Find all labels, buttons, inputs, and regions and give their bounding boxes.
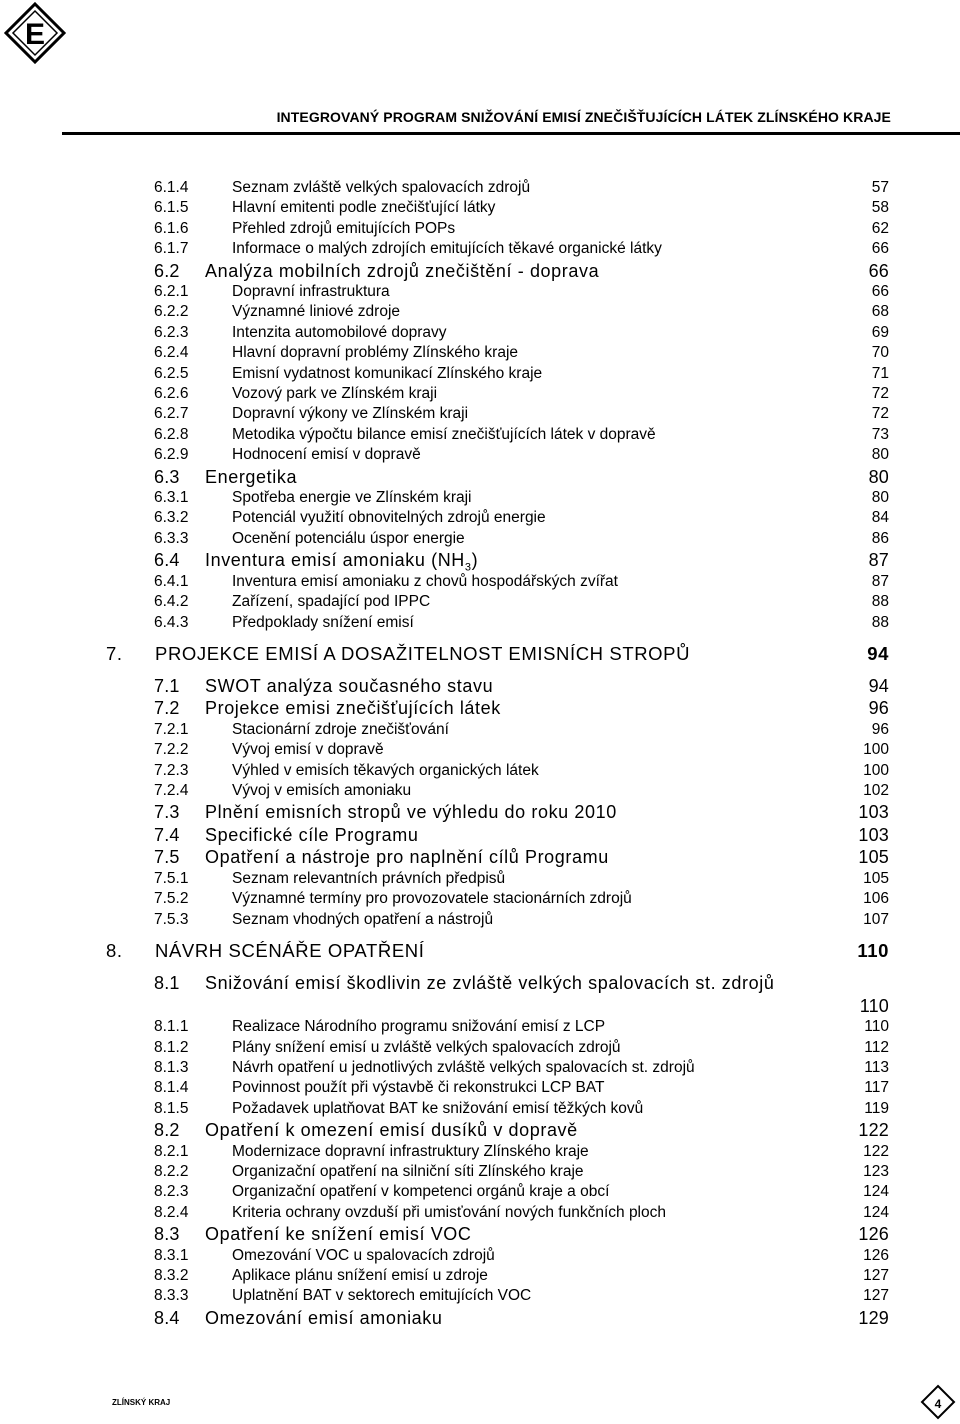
toc-entry-title-text: SWOT analýza současného stavu <box>205 675 494 696</box>
toc-entry-title-text: Intenzita automobilové dopravy <box>232 323 447 341</box>
toc-entry-number: 6.2.1 <box>154 283 189 301</box>
toc-entry-number: 6.1.5 <box>154 199 189 217</box>
toc-entry[interactable] <box>0 1223 960 1246</box>
toc-entry[interactable] <box>0 720 960 740</box>
toc-entry[interactable] <box>0 404 960 424</box>
toc-entry[interactable] <box>0 613 960 633</box>
toc-entry-title-text: Dopravní infrastruktura <box>232 283 390 301</box>
toc-entry-title-text: Výhled v emisích těkavých organických látek <box>232 761 539 779</box>
toc-entry-title-text: Snižování emisí škodlivin ze zvláště velkých spalovacích st. zdrojů <box>205 973 775 994</box>
toc-entry-number: 6.2 <box>154 260 180 281</box>
toc-entry-title <box>232 1266 488 1286</box>
toc-entry-title-text: Seznam vhodných opatření a nástrojů <box>232 910 494 928</box>
toc-entry-page: 66 <box>868 260 889 281</box>
toc-entry-title <box>232 404 468 424</box>
toc-entry[interactable] <box>0 761 960 781</box>
toc-entry-title <box>232 1286 531 1306</box>
toc-entry-title-text: Omezování VOC u spalovacích zdrojů <box>232 1246 495 1264</box>
toc-entry-title <box>232 613 414 633</box>
toc-entry-title <box>232 1182 609 1202</box>
footer-region-label: ZLÍNSKÝ KRAJ <box>112 1398 171 1407</box>
toc-entry[interactable] <box>0 508 960 528</box>
toc-entry-number: 6.1.6 <box>154 219 189 237</box>
toc-entry[interactable] <box>0 343 960 363</box>
toc-entry-number: 8.1.4 <box>154 1079 189 1097</box>
toc-entry-number: 8.1.3 <box>154 1058 189 1076</box>
toc-entry-page: 58 <box>871 199 889 217</box>
toc-entry[interactable] <box>0 260 960 283</box>
toc-entry-title <box>232 1017 605 1037</box>
toc-entry-page: 72 <box>871 405 889 423</box>
toc-entry-number: 8.3.2 <box>154 1267 189 1285</box>
toc-entry-title-text: Přehled zdrojů emitujících POPs <box>232 219 456 237</box>
toc-entry[interactable] <box>0 282 960 302</box>
toc-entry-page: 96 <box>871 720 889 738</box>
toc-entry-number: 6.2.2 <box>154 303 189 321</box>
toc-entry-title-text: NÁVRH SCÉNÁŘE OPATŘENÍ <box>155 940 425 962</box>
toc-entry-title <box>232 1246 495 1266</box>
toc-entry-title-text: Aplikace plánu snížení emisí u zdroje <box>232 1267 488 1285</box>
toc-entry-number: 6.3.3 <box>154 529 189 547</box>
toc-entry-title-text: Modernizace dopravní infrastruktury Zlínského kraje <box>232 1142 589 1160</box>
toc-entry[interactable] <box>0 384 960 404</box>
toc-entry-page: 84 <box>871 509 889 527</box>
toc-entry-page: 80 <box>871 489 889 507</box>
toc-entry-page: 66 <box>871 240 889 258</box>
toc-entry-title-text: Významné liniové zdroje <box>232 303 401 321</box>
toc-entry-page: 62 <box>871 219 889 237</box>
toc-entry-number: 7.5.3 <box>154 910 189 928</box>
toc-entry-title-text: Hlavní dopravní problémy Zlínského kraje <box>232 344 519 362</box>
toc-entry-title <box>205 824 418 847</box>
toc-entry-page: 68 <box>871 303 889 321</box>
toc-entry-title-text: Inventura emisí amoniaku z chovů hospodářských zvířat <box>232 572 618 590</box>
toc-entry[interactable] <box>0 889 960 909</box>
toc-entry-number: 6.2.9 <box>154 446 189 464</box>
toc-entry-title <box>232 425 656 445</box>
toc-entry[interactable] <box>0 1266 960 1286</box>
toc-entry-title-text: Spotřeba energie ve Zlínském kraji <box>232 489 472 507</box>
toc-entry[interactable] <box>0 572 960 592</box>
toc-entry-number: 7. <box>106 642 123 664</box>
toc-entry-title <box>232 1162 584 1182</box>
toc-entry[interactable] <box>0 529 960 549</box>
toc-entry-title <box>232 384 437 404</box>
toc-entry-number: 7.2.3 <box>154 761 189 779</box>
toc-entry-page: 72 <box>871 385 889 403</box>
toc-entry-number: 7.2 <box>154 698 180 719</box>
toc-entry-number: 8.4 <box>154 1307 180 1328</box>
toc-entry-number: 7.2.2 <box>154 741 189 759</box>
toc-entry-number: 8.2.1 <box>154 1142 189 1160</box>
toc-entry-title <box>232 198 495 218</box>
toc-entry-number: 6.2.6 <box>154 385 189 403</box>
toc-entry-title <box>232 239 662 259</box>
toc-entry[interactable] <box>0 846 960 869</box>
toc-entry-title-text: Návrh opatření u jednotlivých zvláště velkých spalovacích st. zdrojů <box>232 1058 695 1076</box>
toc-entry-title-text: Informace o malých zdrojích emitujících těkavé organické látky <box>232 240 662 258</box>
toc-entry-number: 6.2.5 <box>154 364 189 382</box>
toc-entry-page: 70 <box>871 344 889 362</box>
toc-entry-number: 8.1.1 <box>154 1018 189 1036</box>
toc-entry-page: 126 <box>863 1246 889 1264</box>
toc-entry-title <box>205 697 501 720</box>
toc-entry-title <box>155 641 690 667</box>
toc-entry-page: 103 <box>858 824 889 845</box>
toc-entry-title-text: Inventura emisí amoniaku (NH <box>205 550 465 571</box>
toc-entry[interactable] <box>0 425 960 445</box>
toc-entry-number: 7.5.1 <box>154 869 189 887</box>
logo-letter: E <box>24 18 46 51</box>
toc-entry-number: 6.4.1 <box>154 572 189 590</box>
toc-entry-title <box>232 1099 643 1119</box>
toc-entry-title <box>232 1058 695 1078</box>
table-of-contents <box>0 178 960 1329</box>
toc-entry-page: 107 <box>863 910 889 928</box>
toc-entry-number: 7.4 <box>154 824 180 845</box>
toc-entry-title <box>232 445 421 465</box>
toc-entry[interactable] <box>0 910 960 930</box>
toc-entry-title <box>232 889 632 909</box>
toc-entry-number: 7.3 <box>154 802 180 823</box>
toc-entry-title <box>232 302 400 322</box>
toc-entry-page: 112 <box>864 1038 889 1056</box>
toc-entry[interactable] <box>0 1142 960 1162</box>
toc-entry-number: 7.5.2 <box>154 890 189 908</box>
toc-entry-page: 123 <box>863 1163 889 1180</box>
toc-entry-title-text: Projekce emisi znečišťujících látek <box>205 698 501 719</box>
toc-entry[interactable] <box>0 323 960 343</box>
toc-entry-title-text: Organizační opatření na silniční síti Zlínského kraje <box>232 1163 584 1180</box>
toc-entry[interactable] <box>0 302 960 322</box>
toc-entry-title <box>232 178 530 198</box>
toc-entry[interactable] <box>0 466 960 489</box>
toc-entry-title-text: Vozový park ve Zlínském kraji <box>232 385 438 403</box>
toc-entry-title <box>205 466 297 489</box>
toc-entry[interactable] <box>0 697 960 720</box>
toc-entry-title <box>205 801 617 824</box>
toc-entry[interactable] <box>0 938 960 964</box>
toc-entry-page: 94 <box>868 675 889 696</box>
toc-entry-page: 100 <box>863 761 889 779</box>
toc-entry-title-text: Uplatnění BAT v sektorech emitujících VOC <box>232 1287 532 1305</box>
toc-entry-number: 6.2.8 <box>154 425 189 443</box>
toc-entry-page: 87 <box>868 550 889 571</box>
toc-entry-title <box>232 1038 621 1058</box>
toc-entry-page: 129 <box>858 1307 889 1328</box>
toc-entry-page: 126 <box>858 1224 889 1245</box>
toc-entry-number: 7.5 <box>154 847 180 868</box>
toc-entry-title-text: Hodnocení emisí v dopravě <box>232 446 421 464</box>
toc-entry[interactable] <box>0 488 960 508</box>
toc-entry-page: 127 <box>863 1267 889 1285</box>
toc-entry-title-text: Energetika <box>205 466 298 487</box>
toc-entry-number: 6.3.2 <box>154 509 189 527</box>
toc-entry-title-text: Významné termíny pro provozovatele stacionárních zdrojů <box>232 890 632 908</box>
toc-entry[interactable] <box>0 801 960 824</box>
toc-entry-title-text: Kriteria ochrany ovzduší při umisťování nových funkčních ploch <box>232 1203 666 1221</box>
toc-entry-title-text: Stacionární zdroje znečišťování <box>232 720 449 738</box>
toc-entry-page: 122 <box>863 1142 889 1160</box>
toc-entry-title-text: Plnění emisních stropů ve výhledu do roku 2010 <box>205 802 617 823</box>
toc-entry-title-text: Zařízení, spadající pod IPPC <box>232 593 431 611</box>
toc-entry-title-text: Opatření a nástroje pro naplnění cílů Programu <box>205 847 609 868</box>
toc-entry-title <box>232 1078 604 1098</box>
toc-entry-title <box>232 323 447 343</box>
toc-entry-page: 124 <box>863 1183 889 1201</box>
toc-entry-number: 6.1.7 <box>154 240 189 258</box>
toc-entry-title <box>232 1203 666 1223</box>
toc-entry-page: 80 <box>868 466 889 487</box>
toc-entry-title <box>232 343 518 363</box>
toc-entry-number: 6.3.1 <box>154 489 189 507</box>
toc-entry-page: 88 <box>871 593 889 611</box>
toc-entry-title-text: Seznam relevantních právních předpisů <box>232 869 506 887</box>
toc-entry-page: 127 <box>863 1287 889 1305</box>
toc-entry-page: 110 <box>857 940 889 962</box>
toc-entry[interactable] <box>0 824 960 847</box>
toc-entry-page: 103 <box>858 802 889 823</box>
toc-entry-number: 8.1.2 <box>154 1038 189 1056</box>
header-rule <box>62 132 960 135</box>
toc-entry[interactable] <box>0 1307 960 1330</box>
toc-entry[interactable] <box>0 364 960 384</box>
page-number: 4 <box>934 1397 942 1411</box>
toc-entry-number: 6.2.4 <box>154 344 189 362</box>
toc-entry-title-text: Ocenění potenciálu úspor energie <box>232 529 465 547</box>
toc-entry-page: 73 <box>871 425 889 443</box>
toc-entry-title <box>205 1119 578 1142</box>
toc-entry-page: 57 <box>871 179 889 196</box>
toc-entry[interactable] <box>0 445 960 465</box>
toc-entry-page: 71 <box>871 364 889 382</box>
toc-entry-title <box>232 572 618 592</box>
toc-entry-title <box>232 282 390 302</box>
toc-entry-number: 8.2.4 <box>154 1203 189 1221</box>
toc-entry-title-text: Plány snížení emisí u zvláště velkých spalovacích zdrojů <box>232 1038 621 1056</box>
toc-entry-title <box>205 675 493 698</box>
toc-entry[interactable] <box>0 178 960 198</box>
toc-entry-number: 8.2 <box>154 1120 180 1141</box>
toc-entry[interactable] <box>0 1286 960 1306</box>
toc-entry[interactable] <box>0 198 960 218</box>
toc-entry-page: 94 <box>867 642 889 664</box>
toc-entry-title <box>205 260 599 283</box>
toc-entry-title <box>205 1307 443 1330</box>
toc-entry-title-text: Emisní vydatnost komunikací Zlínského kraje <box>232 364 543 382</box>
toc-entry-title-text: Vývoj emisí v dopravě <box>232 741 384 759</box>
toc-entry-title <box>232 508 546 528</box>
toc-entry-number: 6.4.2 <box>154 593 189 611</box>
toc-entry-title <box>232 364 542 384</box>
toc-entry[interactable] <box>0 1058 960 1078</box>
toc-entry-title <box>232 592 430 612</box>
toc-entry-number: 6.4.3 <box>154 613 189 631</box>
toc-entry[interactable] <box>0 641 960 667</box>
toc-entry-title <box>232 488 472 508</box>
toc-entry-title-subscript: 3 <box>464 561 472 574</box>
toc-entry-title-text: Opatření k omezení emisí dusíků v dopravě <box>205 1120 578 1141</box>
toc-entry-title-text: PROJEKCE EMISÍ A DOSAŽITELNOST EMISNÍCH STROPŮ <box>155 642 691 664</box>
toc-entry-page: 117 <box>864 1079 889 1097</box>
toc-entry[interactable] <box>0 675 960 698</box>
toc-entry[interactable] <box>0 740 960 760</box>
toc-entry[interactable] <box>0 239 960 259</box>
toc-entry-title <box>205 972 805 995</box>
toc-entry-number: 7.2.1 <box>154 720 189 738</box>
toc-entry-number: 8.3.3 <box>154 1287 189 1305</box>
toc-entry-page: 110 <box>859 995 889 1016</box>
toc-entry-page: 66 <box>871 283 889 301</box>
toc-entry-title <box>155 938 425 964</box>
toc-entry-title <box>232 910 493 930</box>
toc-entry-title-text: Realizace Národního programu snižování emisí z LCP <box>232 1018 606 1036</box>
toc-entry[interactable] <box>0 1119 960 1142</box>
toc-entry-number: 6.4 <box>154 550 180 571</box>
toc-entry-title <box>232 1142 589 1162</box>
toc-entry-number: 7.1 <box>154 675 180 696</box>
toc-entry[interactable] <box>0 1246 960 1266</box>
toc-entry-number: 6.2.7 <box>154 405 189 423</box>
toc-entry-page: 105 <box>858 847 889 868</box>
toc-entry-page: 113 <box>864 1058 889 1076</box>
toc-entry[interactable] <box>0 1038 960 1058</box>
toc-entry[interactable] <box>0 1099 960 1119</box>
toc-entry[interactable] <box>0 1182 960 1202</box>
toc-entry-title-text: Požadavek uplatňovat BAT ke snižování emisí těžkých kovů <box>232 1099 644 1117</box>
toc-entry-title-text: Předpoklady snížení emisí <box>232 613 414 631</box>
toc-entry[interactable] <box>0 781 960 801</box>
toc-entry-title-text: Omezování emisí amoniaku <box>205 1307 443 1328</box>
toc-entry-page: 102 <box>863 782 889 800</box>
toc-entry-title <box>232 219 455 239</box>
toc-entry-title-text: Analýza mobilních zdrojů znečištění - doprava <box>205 260 600 281</box>
toc-entry-title-text: Povinnost použít při výstavbě či rekonstrukci LCP BAT <box>232 1079 605 1097</box>
toc-entry[interactable] <box>0 869 960 889</box>
toc-entry-number: 8. <box>106 940 123 962</box>
toc-entry-title-text: Metodika výpočtu bilance emisí znečišťujících látek v dopravě <box>232 425 656 443</box>
company-logo <box>4 2 66 64</box>
toc-entry-page: 124 <box>863 1203 889 1221</box>
toc-entry-number: 7.2.4 <box>154 782 189 800</box>
toc-entry-title <box>232 761 539 781</box>
toc-entry-number: 8.2.2 <box>154 1163 189 1180</box>
toc-entry-page: 122 <box>858 1120 889 1141</box>
toc-entry-page: 87 <box>871 572 889 590</box>
toc-entry-title <box>205 1223 472 1246</box>
toc-entry[interactable] <box>0 1017 960 1037</box>
toc-entry[interactable] <box>0 972 960 1017</box>
toc-entry-page: 106 <box>863 890 889 908</box>
toc-entry[interactable] <box>0 592 960 612</box>
toc-entry[interactable] <box>0 1162 960 1182</box>
toc-entry-page: 69 <box>871 323 889 341</box>
toc-entry-number: 8.1.5 <box>154 1099 189 1117</box>
toc-entry-title <box>232 720 449 740</box>
toc-entry-page: 88 <box>871 613 889 631</box>
toc-entry-title-text: Hlavní emitenti podle znečišťující látky <box>232 199 496 217</box>
document-header-title: INTEGROVANÝ PROGRAM SNIŽOVÁNÍ EMISÍ ZNEČIŠŤUJÍCÍCH LÁTEK ZLÍNSKÉHO KRAJE <box>276 109 891 125</box>
toc-entry-number: 6.1.4 <box>154 179 189 196</box>
toc-entry-number: 8.1 <box>154 973 180 994</box>
toc-entry-number: 8.3.1 <box>154 1246 189 1264</box>
toc-entry-title <box>232 869 505 889</box>
toc-entry[interactable] <box>0 219 960 239</box>
toc-entry-page: 105 <box>863 869 889 887</box>
toc-entry-title-text: Dopravní výkony ve Zlínském kraji <box>232 405 469 423</box>
toc-entry-page: 110 <box>864 1018 889 1036</box>
toc-entry-title-text: Specifické cíle Programu <box>205 824 419 845</box>
toc-entry-page: 86 <box>871 529 889 547</box>
toc-entry-title-text: Vývoj v emisích amoniaku <box>232 782 412 800</box>
toc-entry-title-text: Opatření ke snížení emisí VOC <box>205 1224 472 1245</box>
toc-entry-page: 119 <box>864 1099 889 1117</box>
toc-entry-number: 8.3 <box>154 1224 180 1245</box>
toc-entry[interactable] <box>0 1203 960 1223</box>
toc-entry-title-text: Seznam zvláště velkých spalovacích zdrojů <box>232 179 531 196</box>
toc-entry-page: 96 <box>868 698 889 719</box>
toc-entry-title <box>232 529 465 549</box>
toc-entry-title-suffix: ) <box>471 550 479 571</box>
toc-entry-number: 6.3 <box>154 466 180 487</box>
toc-entry-page: 80 <box>871 446 889 464</box>
toc-entry-page: 100 <box>863 741 889 759</box>
toc-entry-number: 6.2.3 <box>154 323 189 341</box>
toc-entry[interactable] <box>0 1078 960 1098</box>
toc-entry-title <box>232 740 384 760</box>
toc-entry-number: 8.2.3 <box>154 1183 189 1201</box>
toc-entry[interactable] <box>0 549 960 572</box>
toc-entry-title <box>205 846 609 869</box>
toc-entry-title-text: Organizační opatření v kompetenci orgánů kraje a obcí <box>232 1183 610 1201</box>
toc-entry-title <box>232 781 411 801</box>
toc-entry-title-text: Potenciál využití obnovitelných zdrojů energie <box>232 509 546 527</box>
